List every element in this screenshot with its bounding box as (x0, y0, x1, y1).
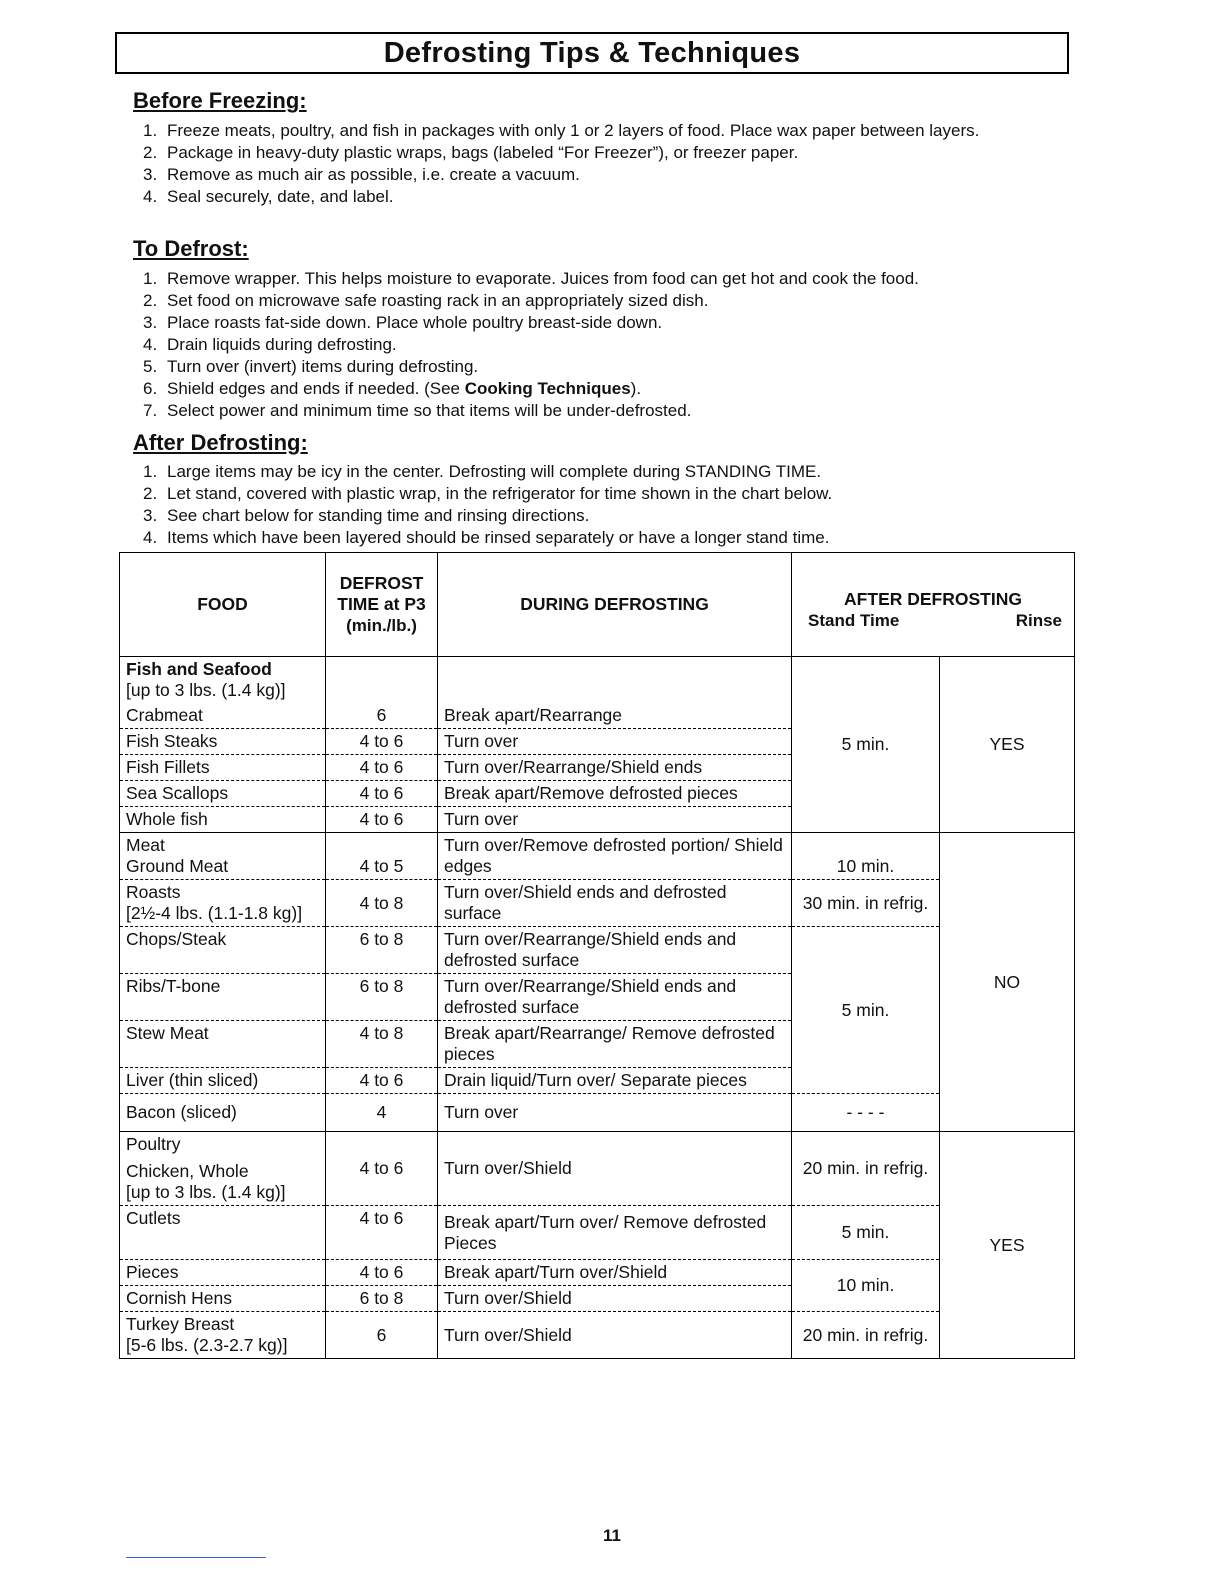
fish-rinse: YES (940, 657, 1075, 833)
list-item: 3. Remove as much air as possible, i.e. create a vacuum. (143, 165, 580, 184)
table-row: Turkey Breast [5-6 lbs. (2.3-2.7 kg)] 6 Turn over/Shield 20 min. in refrig. (120, 1312, 1075, 1359)
table-row: Stew Meat 4 to 8 Break apart/Rearrange/ Remove defrosted pieces (120, 1021, 1075, 1068)
page-number: 11 (603, 1526, 621, 1545)
list-item: 2. Package in heavy-duty plastic wraps, bags (labeled “For Freezer”), or freezer paper. (143, 143, 799, 162)
table-row: Bacon (sliced) 4 Turn over - - - - (120, 1094, 1075, 1132)
list-item: 4. Drain liquids during defrosting. (143, 335, 397, 354)
table-row: Whole fish 4 to 6 Turn over (120, 807, 1075, 833)
list-item: 1. Freeze meats, poultry, and fish in packages with only 1 or 2 layers of food. Place wax paper between layers. (143, 121, 980, 140)
heading-before-freezing: Before Freezing: (133, 88, 307, 113)
table-row: Liver (thin sliced) 4 to 6 Drain liquid/Turn over/ Separate pieces (120, 1068, 1075, 1094)
table-row: Ribs/T-bone 6 to 8 Turn over/Rearrange/Shield ends and defrosted surface (120, 974, 1075, 1021)
fish-stand-time: 5 min. (792, 657, 940, 833)
to-defrost-list (143, 268, 1088, 422)
header-after-defrosting: AFTER DEFROSTING Stand Time Rinse (792, 553, 1075, 657)
before-freezing-list (143, 120, 1088, 208)
list-item: 2. Set food on microwave safe roasting rack in an appropriately sized dish. (143, 291, 709, 310)
list-item: 3. Place roasts fat-side down. Place whole poultry breast-side down. (143, 313, 663, 332)
footer-rule (126, 1557, 266, 1558)
poultry-stand-shared: 10 min. (792, 1260, 940, 1312)
table-row: Fish Steaks 4 to 6 Turn over (120, 729, 1075, 755)
group-meat: Meat (126, 835, 165, 855)
poultry-rinse: YES (940, 1132, 1075, 1359)
table-row: Cornish Hens 6 to 8 Turn over/Shield (120, 1286, 1075, 1312)
group-poultry: Poultry (126, 1134, 181, 1154)
header-rinse: Rinse (1015, 610, 1063, 630)
table-row: Fish Fillets 4 to 6 Turn over/Rearrange/Shield ends (120, 755, 1075, 781)
list-item: 4. Items which have been layered should be rinsed separately or have a longer stand time. (143, 528, 830, 547)
table-row: Pieces 4 to 6 Break apart/Turn over/Shield 10 min. (120, 1260, 1075, 1286)
table-row: Meat Ground Meat 4 to 5 Turn over/Remove defrosted portion/ Shield edges 10 min. NO (120, 833, 1075, 880)
page-title: Defrosting Tips & Techniques (383, 36, 801, 69)
list-item: 3. See chart below for standing time and rinsing directions. (143, 506, 590, 525)
defrost-chart (119, 552, 1075, 1359)
list-item: 2. Let stand, covered with plastic wrap, in the refrigerator for time shown in the chart below. (143, 484, 833, 503)
list-item: 6. Shield edges and ends if needed. (See Cooking Techniques). (143, 379, 642, 398)
meat-stand-shared: 5 min. (792, 927, 940, 1094)
table-row: Sea Scallops 4 to 6 Break apart/Remove defrosted pieces (120, 781, 1075, 807)
header-defrost-time: DEFROST TIME at P3 (min./lb.) (326, 553, 438, 657)
list-item: 1. Remove wrapper. This helps moisture to evaporate. Juices from food can get hot and cook the food. (143, 269, 919, 288)
table-row: Cutlets 4 to 6 Break apart/Turn over/ Remove defrosted Pieces 5 min. (120, 1206, 1075, 1260)
header-during-defrosting: DURING DEFROSTING (438, 553, 792, 657)
group-fish: Fish and Seafood [up to 3 lbs. (1.4 kg)] (120, 657, 326, 704)
heading-to-defrost: To Defrost: (133, 236, 249, 261)
list-item: 1. Large items may be icy in the center. Defrosting will complete during STANDING TIME. (143, 462, 822, 481)
table-row: Roasts [2½-4 lbs. (1.1-1.8 kg)] 4 to 8 Turn over/Shield ends and defrosted surface 30 min. in refrig. (120, 880, 1075, 927)
list-item: 5. Turn over (invert) items during defrosting. (143, 357, 479, 376)
after-defrosting-list (143, 461, 1088, 549)
table-row: Crabmeat 6 Break apart/Rearrange (120, 703, 1075, 729)
list-item: 7. Select power and minimum time so that items will be under-defrosted. (143, 401, 692, 420)
heading-after-defrosting: After Defrosting: (133, 430, 308, 455)
list-item: 4. Seal securely, date, and label. (143, 187, 394, 206)
title-box (115, 32, 1069, 74)
meat-rinse: NO (940, 833, 1075, 1132)
header-stand-time: Stand Time (808, 610, 900, 630)
table-row: Chops/Steak 6 to 8 Turn over/Rearrange/Shield ends and defrosted surface 5 min. (120, 927, 1075, 974)
cooking-techniques-ref: Cooking Techniques (464, 379, 631, 398)
header-food: FOOD (120, 553, 326, 657)
table-row: Poultry Chicken, Whole [up to 3 lbs. (1.4 kg)] 4 to 6 Turn over/Shield 20 min. in refrig. YES (120, 1132, 1075, 1206)
